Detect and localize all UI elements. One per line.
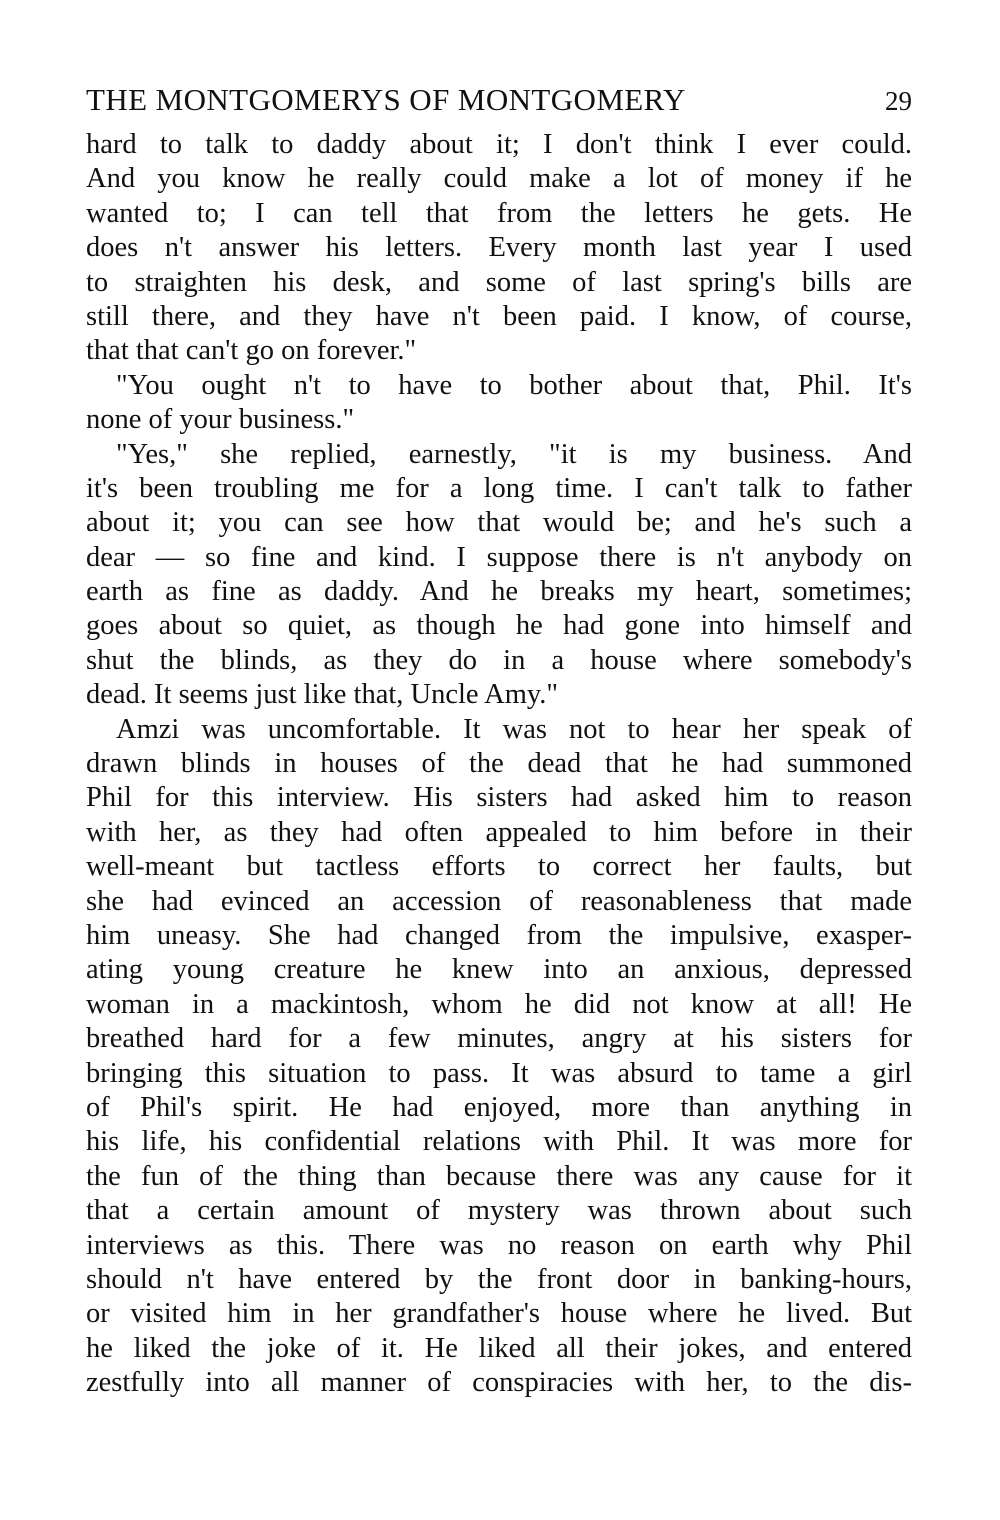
text-line: "Yes," she replied, earnestly, "it is my business. And — [116, 438, 912, 470]
text-line: interviews as this. There was no reason on earth why Phil — [86, 1229, 912, 1261]
text-line: ating young creature he knew into an anxious, depressed — [86, 954, 912, 986]
text-line: to straighten his desk, and some of last spring's bills are — [86, 266, 912, 298]
text-line: or visited him in her grandfather's house where he lived. But — [86, 1298, 912, 1330]
text-line: of Phil's spirit. He had enjoyed, more than anything in — [86, 1091, 912, 1123]
text-line: dear — so fine and kind. I suppose there is n't anybody on — [86, 541, 912, 573]
text-line: drawn blinds in houses of the dead that he had summoned — [86, 748, 912, 780]
text-line: hard to talk to daddy about it; I don't think I ever could. — [86, 129, 912, 160]
book-page — [86, 78, 912, 1400]
text-line: should n't have entered by the front door in banking-hours, — [86, 1263, 912, 1295]
running-title: THE MONTGOMERYS OF MONTGOMERY — [86, 82, 686, 117]
text-line: still there, and they have n't been paid. I know, of course, — [86, 300, 912, 332]
text-line: does n't answer his letters. Every month last year I used — [86, 232, 912, 264]
text-line: that a certain amount of mystery was thrown about such — [86, 1195, 912, 1227]
text-line: bringing this situation to pass. It was absurd to tame a girl — [86, 1057, 912, 1089]
text-line: earth as fine as daddy. And he breaks my heart, sometimes; — [86, 576, 912, 608]
text-line: breathed hard for a few minutes, angry at his sisters for — [86, 1023, 912, 1055]
text-line: goes about so quiet, as though he had gone into himself and — [86, 610, 912, 642]
text-line: the fun of the thing than because there was any cause for it — [86, 1160, 912, 1192]
text-line: with her, as they had often appealed to him before in their — [86, 816, 912, 848]
text-line: "You ought n't to have to bother about that, Phil. It's — [116, 369, 912, 401]
text-line: his life, his confidential relations with Phil. It was more for — [86, 1126, 912, 1158]
text-line: that that can't go on forever." — [86, 335, 417, 367]
text-line: wanted to; I can tell that from the letters he gets. He — [86, 197, 912, 229]
text-line: it's been troubling me for a long time. I can't talk to father — [86, 472, 912, 504]
text-line: woman in a mackintosh, whom he did not know at all! He — [86, 988, 912, 1020]
text-line: Phil for this interview. His sisters had asked him to reason — [86, 782, 912, 814]
text-line: him uneasy. She had changed from the impulsive, exasper- — [86, 919, 912, 951]
text-line: And you know he really could make a lot of money if he — [86, 163, 912, 195]
running-header — [86, 78, 912, 122]
page-number: 29 — [885, 86, 912, 116]
text-line: zestfully into all manner of conspiracies with her, to the dis- — [86, 1367, 912, 1399]
text-line: he liked the joke of it. He liked all their jokes, and entered — [86, 1332, 912, 1364]
text-line: Amzi was uncomfortable. It was not to hear her speak of — [116, 713, 912, 745]
text-line: about it; you can see how that would be; and he's such a — [86, 507, 912, 539]
text-line: she had evinced an accession of reasonableness that made — [86, 885, 912, 917]
body-text — [86, 128, 912, 1400]
text-line: well-meant but tactless efforts to correct her faults, but — [86, 851, 912, 883]
text-line: shut the blinds, as they do in a house where somebody's — [86, 644, 912, 676]
text-line: none of your business." — [86, 404, 355, 436]
text-line: dead. It seems just like that, Uncle Amy." — [86, 679, 559, 711]
